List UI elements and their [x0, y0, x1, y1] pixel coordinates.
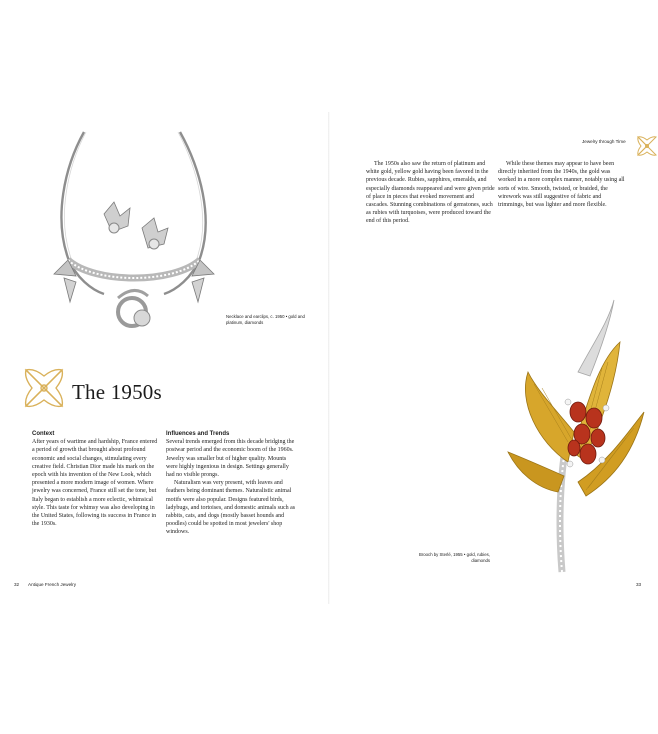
- chapter-title: The 1950s: [72, 380, 162, 404]
- influences-heading: Influences and Trends: [166, 431, 230, 437]
- brooch-photo: [498, 292, 648, 582]
- folio-title-left: Antique French Jewelry: [28, 582, 77, 587]
- left-page: [8, 112, 328, 604]
- influences-body-2: Naturalism was very present, with leaves and feathers being dominant themes. Naturalistic animal motifs were also popular. Designs featured birds, ladybugs, and tortoises, and domestic animals such as rabbits, cats, and dogs (mostly basset hounds and poodles) could be spotted in most jewelers' shop windows.: [166, 480, 296, 536]
- context-body: After years of wartime and hardship, France entered a period of growth that brought about profound economic and social changes, stimulating every creative field. Christian Dior made his mark on the epoch with his invention of the New Look, which presented a more modern image of women. Where jewelry was concerned, France still set the tone, but Italy began to establish a more eclectic, whimsical style. This taste for whimsy was also developing in the United States, following its success in France in the 1930s.: [32, 439, 158, 528]
- right-column-1-text: The 1950s also saw the return of platinum and white gold, yellow gold having been favored in the previous decade. Rubies, sapphires, emeralds, and especially diamonds reappeared and were given pride of place in pieces that evoked movement and cascades. Stunning combinations of gemstones, such as rubies with turquoises, were produced toward the end of this period.: [366, 161, 495, 225]
- brooch-caption: Brooch by Sterlé, 1955 • gold, rubies, diamonds: [418, 552, 490, 563]
- right-page: [330, 112, 652, 604]
- influences-body-1: Several trends emerged from this decade bridging the postwar period and the economic boom of the 1960s. Jewelry was smaller but of higher quality. Mounts were highly ingenious in design. Settings generally had no visible prongs.: [166, 439, 295, 479]
- necklace-earclips-photo: [24, 128, 250, 346]
- necklace-caption: Necklace and earclips, c. 1950 • gold and platinum, diamonds: [226, 314, 305, 325]
- folio-number-right: 33: [636, 582, 642, 587]
- gold-fan-ornament-icon: [22, 366, 66, 410]
- folio-number-left: 32: [14, 582, 20, 587]
- right-column-1: [366, 160, 496, 226]
- context-heading: Context: [32, 431, 55, 437]
- right-column-2: [498, 160, 628, 209]
- influences-column: [166, 430, 296, 537]
- right-column-2-text: While these themes may appear to have been directly inherited from the 1940s, the gold was worked in a more complex manner, notably using all sorts of wire. Smooth, twisted, or braided, the wirework was still suggestive of fabric and trimmings, but was lighter and more flexible.: [498, 161, 625, 209]
- context-column: [32, 430, 160, 528]
- gold-fan-ornament-icon: [636, 128, 658, 164]
- running-head: Jewelry through Time: [582, 139, 626, 144]
